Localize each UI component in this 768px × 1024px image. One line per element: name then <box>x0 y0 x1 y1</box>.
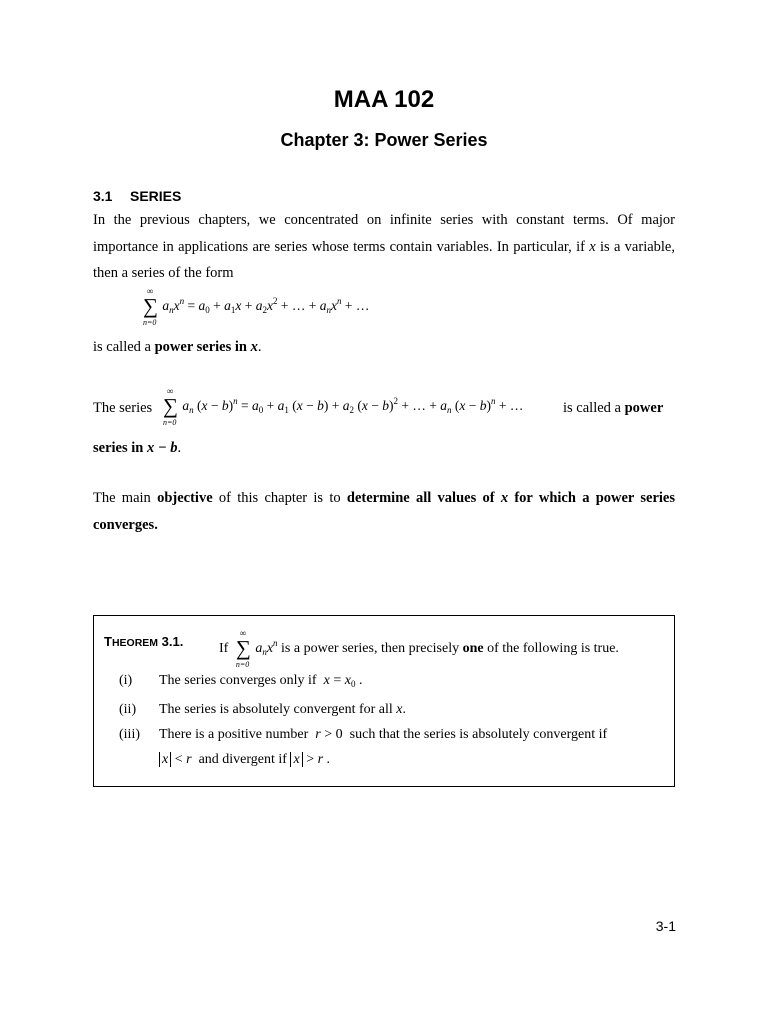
section-name: SERIES <box>130 188 182 204</box>
shifted-series-intro: The series <box>93 400 153 416</box>
power-series-definition: is called a power series in x. <box>93 339 262 355</box>
chapter-title: Chapter 3: Power Series <box>280 130 488 150</box>
theorem-item-ii: (ii) The series is absolutely convergent for all x. <box>119 702 407 717</box>
theorem-box <box>93 615 675 787</box>
sum-symbol: ∑ ∞ n=0 <box>143 286 158 327</box>
shifted-series-formula: ∑ ∞ n=0 $a_n$ $(x - b)^n = a_0 + a_1$ $(x - b) + a_2$ $(x - b)^2$ + … + $a_n$ $(x - b)^n$ + … <box>163 386 524 427</box>
page-title: MAA 102 <box>333 86 435 113</box>
theorem-label: THEOREM 3.1. <box>104 634 184 649</box>
shifted-series-called: is called a power <box>563 400 664 416</box>
theorem-item-iii-cont: x < r and divergent if x > r . <box>159 752 330 768</box>
power-series-formula: ∑ ∞ n=0 $a_nx^n = a_0 + a_1x + a_2x^2$ + … + $a_nx^n$ + … <box>143 286 370 327</box>
intro-var: x <box>589 238 596 255</box>
sum-symbol: ∑ ∞ n=0 <box>235 628 251 669</box>
page-number: 3-1 <box>655 918 676 934</box>
shifted-series-definition: series in x − b. <box>93 440 182 456</box>
objective-paragraph: The main objective of this chapter is to determine all values of x for which a power series converges. <box>93 490 675 533</box>
intro-text-end: is a variable, then a series of the form <box>93 238 675 281</box>
intro-paragraph <box>93 207 675 287</box>
theorem-item-iii: (iii) There is a positive number r > 0 such that the series is absolutely convergent if <box>119 727 608 742</box>
intro-text: In the previous chapters, we concentrated on infinite series with constant terms. Of major importance in applications are series whose terms contain variables. In particular, if <box>93 212 675 255</box>
section-number: 3.1 <box>93 188 113 204</box>
sum-symbol: ∑ ∞ n=0 <box>163 386 178 427</box>
theorem-statement: If ∑ ∞ n=0 $a_nx^n$ is a power series, then precisely one of the following is true. <box>219 628 619 669</box>
theorem-item-i: (i) The series converges only if $x = x_0$ . <box>119 673 363 689</box>
section-heading <box>93 188 181 204</box>
